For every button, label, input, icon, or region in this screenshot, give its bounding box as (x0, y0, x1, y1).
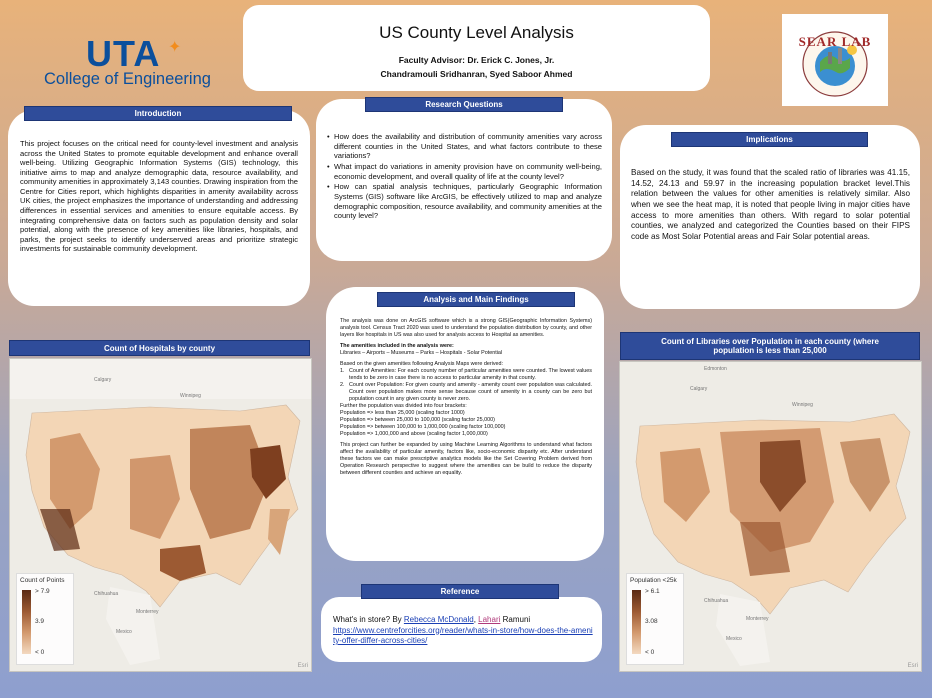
esri-credit: Esri (907, 663, 918, 669)
map-label-mexico: Mexico (116, 629, 132, 635)
implications-card (620, 125, 920, 309)
legend-color-ramp (632, 590, 641, 654)
implications-header: Implications (671, 132, 868, 147)
legend-title: Population <25k (630, 577, 677, 584)
legend-title: Count of Points (20, 577, 65, 584)
bracket: Population => less than 25,000 (scaling factor 1000) (340, 410, 465, 417)
bracket: Population => between 25,000 to 100,000 (scaling factor 25,000) (340, 417, 495, 424)
map-label-calgary: Calgary (94, 377, 112, 383)
map-label-chihuahua: Chihuahua (704, 598, 729, 604)
analysis-body (340, 318, 592, 477)
authors: Chandramouli Sridhanran, Syed Saboor Ahmed (380, 69, 573, 79)
bracket: Population => between 100,000 to 1,000,000 (scaling factor 100,000) (340, 424, 506, 431)
reference-card (321, 597, 602, 662)
amenities-title: The amenities included in the analysis were: (340, 343, 454, 350)
analysis-card (326, 287, 604, 561)
uta-wordmark: UTA (86, 33, 161, 74)
reference-header: Reference (361, 584, 559, 599)
legend-mid: 3.9 (35, 618, 45, 625)
legend-min: < 0 (645, 649, 655, 656)
reference-author-link[interactable]: Lahari (478, 615, 501, 624)
legend-max: > 7.9 (35, 588, 50, 595)
research-question: • How can spatial analysis techniques, particularly Geographic Information Systems (GIS) software like ArcGIS, be effectively utilized to map and analyze demographic composition, resource availability, and community amenities at the county level? (328, 182, 602, 221)
reference-text: What's in store? By Rebecca McDonald, Lahari Ramuni https://www.centreforcities.org/reader/whats-in-store/how-does-the-amenity-offer-differ-across-cities/ (333, 615, 593, 646)
map-label-mexico: Mexico (726, 636, 742, 642)
introduction-card (8, 110, 310, 306)
faculty-advisor: Faculty Advisor: Dr. Erick C. Jones, Jr. (398, 55, 555, 65)
maps-intro: Based on the given amenities following Analysis Maps were derived: (340, 361, 504, 368)
map-label-calgary: Calgary (690, 386, 708, 392)
esri-credit: Esri (297, 663, 308, 669)
uta-star-icon: ✦ (168, 39, 182, 56)
research-questions-list (322, 132, 602, 222)
hospitals-legend (16, 573, 74, 665)
college-name: College of Engineering (44, 70, 211, 88)
reference-url[interactable]: https://www.centreforcities.org/reader/whats-in-store/how-does-the-amenity-offer-differ-across-cities/ (333, 625, 593, 646)
implications-text: Based on the study, it was found that the scaled ratio of libraries was 41.15, 14.52, 24.13 and 59.97 in the increasing population bracket level.This relation between the values for other amenities is relatively similar. Also when we see the heat map, it is noted that people living in major cities have access to more amenities than others. With regard to solar potential counties, we analyzed and categorized the Counties based on their FIPS code as Most Solar Potential areas and Fair Solar potential areas. (631, 168, 910, 241)
hospitals-map-header: Count of Hospitals by county (9, 340, 310, 356)
analysis-item: 2. Count over Population: For given county and amenity - amenity count over population was calculated. Count over population makes more sense because count of amenity in a county can be zero but population count in any given county is never zero. (340, 382, 592, 403)
sear-lab-logo (782, 14, 888, 106)
research-questions-card (316, 99, 612, 261)
brackets-intro: Further the population was divided into four brackets: (340, 403, 467, 410)
map-label-winnipeg: Winnipeg (792, 402, 813, 408)
reference-author-link[interactable]: Rebecca McDonald (403, 615, 474, 624)
analysis-conclusion: This project can further be expanded by using Machine Learning Algorithms to understand what factors affect the availability of particular amenity, factors like, socio-economic disparity etc. After understand these factors we can make prescriptive analytics models like the Set Covering Problem derived from Operation Research perspective to suggest where the amenities can be build to reduce the disparity between different counties and achieve an equality. (340, 442, 592, 477)
analysis-paragraph: The analysis was done on ArcGIS software which is a strong GIS(Geographic Information Systems) analysis tool. Census Tract 2020 was used to understand the population distribution by county, and other layers like hospitals in US was also used for analysis access to Hospital as amenities. (340, 318, 592, 339)
libraries-map (619, 361, 922, 672)
legend-min: < 0 (35, 649, 45, 656)
map-label-chihuahua: Chihuahua (94, 591, 119, 597)
introduction-text: This project focuses on the critical need for county-level investment and analysis across the United States to promote equitable development and enhance overall well-being. Utilizing Geographic Information Systems (GIS) technology, this initiative aims to map and analyze demographic data, resource availability, and community amenities in approximately 3,143 counties. Drawing inspiration from the Centre for Cities report, which highlights disparities in amenity availability across UK cities, the project emphasizes the importance of understanding and addressing differences in essential services and amenities to ensure equitable access. By integrating comprehensive data on factors such as population density and solar potential, along with the presence of key amenities like libraries, hospitals, and parks, the project seeks to identify underserved areas and prioritize strategic investments for sustainable community development. (20, 139, 298, 254)
map-label-monterrey: Monterrey (136, 609, 159, 615)
globe-icon (782, 14, 888, 106)
research-question: • How does the availability and distribution of community amenities vary across different counties in the United States, and what factors contribute to these variations? (328, 132, 602, 161)
sear-lab-name: SEAR LAB (798, 34, 872, 49)
bracket: Population => 1,000,000 and above (scaling factor 1,000,000) (340, 431, 488, 438)
hospitals-map (9, 358, 312, 672)
libraries-map-header: Count of Libraries over Population in each county (where population is less than 25,000 (620, 332, 920, 360)
analysis-item: 1. Count of Amenities: For each county number of particular amenities were counted. The lowest values tends to be zero in case there is no access to particular amenity in that county. (340, 368, 592, 382)
map-label-edmonton: Edmonton (704, 366, 727, 372)
libraries-legend (626, 573, 684, 665)
legend-color-ramp (22, 590, 31, 654)
map-label-winnipeg: Winnipeg (180, 393, 201, 399)
map-label-monterrey: Monterrey (746, 616, 769, 622)
title-card (243, 5, 710, 91)
research-questions-header: Research Questions (365, 97, 563, 112)
research-question: • What impact do variations in amenity provision have on community well-being, economic development, and overall quality of life at the county level? (328, 162, 602, 181)
legend-mid: 3.08 (645, 618, 658, 625)
uta-logo (44, 33, 214, 92)
analysis-header: Analysis and Main Findings (377, 292, 575, 307)
introduction-header: Introduction (24, 106, 292, 121)
poster-title: US County Level Analysis (379, 23, 574, 42)
amenities-list: Libraries – Airports – Museums – Parks – Hospitals - Solar Potential (340, 350, 503, 357)
legend-max: > 6.1 (645, 588, 660, 595)
